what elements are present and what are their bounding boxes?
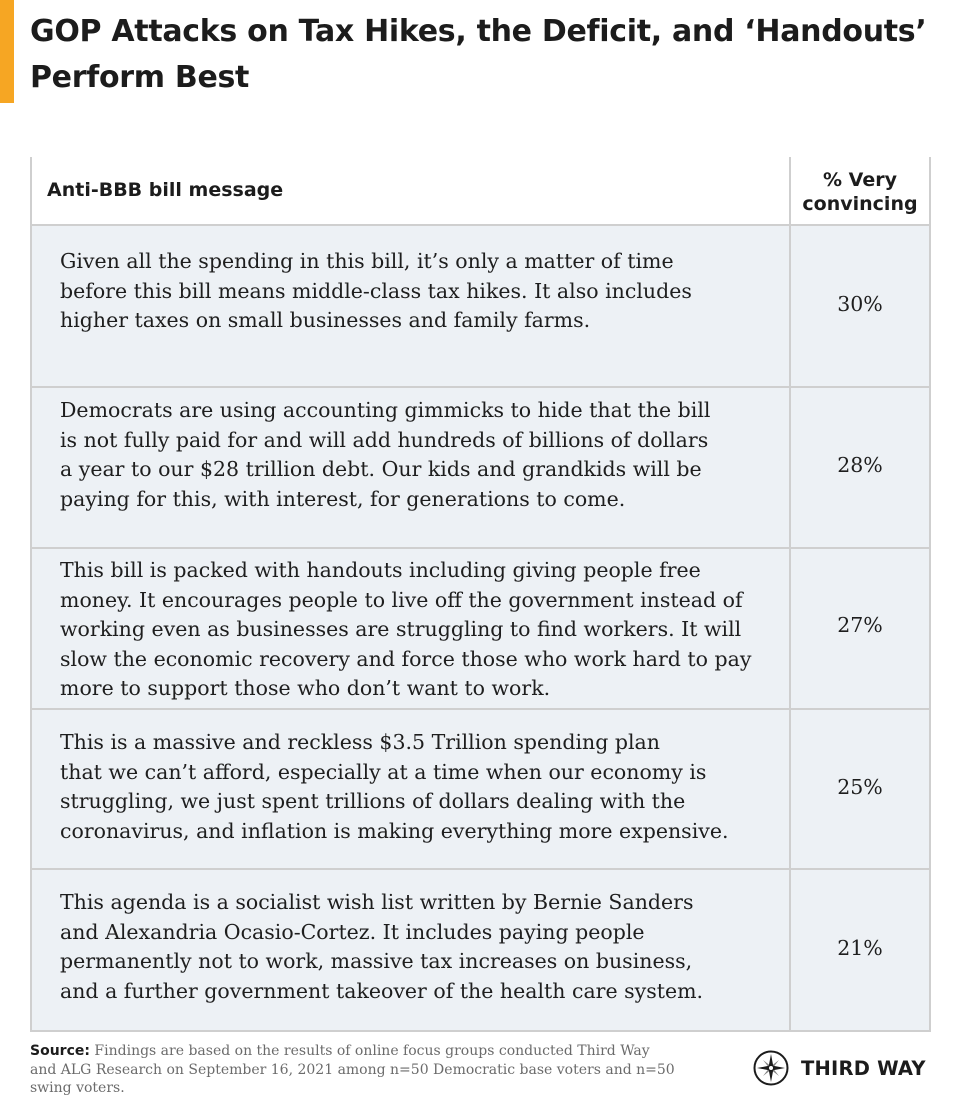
title-line-2: Perform Best <box>30 60 250 95</box>
logo-text: THIRD WAY <box>801 1056 926 1080</box>
messages-table <box>30 157 931 1032</box>
table-row <box>32 388 929 549</box>
title-line-1: GOP Attacks on Tax Hikes, the Deficit, and ‘Handouts’ <box>30 14 927 49</box>
row-percent: 21% <box>837 936 883 960</box>
header-percent: % Very convincing <box>802 169 918 215</box>
row-message: Democrats are using accounting gimmicks to hide that the bill is not fully paid for and will add hundreds of billions of dollars a year to our $28 trillion debt. Our kids and grandkids will be paying for this, with interest, for generations to come. <box>60 398 711 511</box>
table-row <box>32 710 929 870</box>
source-note: Source: Findings are based on the results of online focus groups conducted Third Way and ALG Research on September 16, 2021 among n=50 Democratic base voters and n=50 swing voters. <box>30 1043 675 1096</box>
table-row <box>32 549 929 710</box>
source-label: Source: <box>30 1043 90 1059</box>
accent-bar <box>0 0 14 103</box>
page-title <box>30 9 950 101</box>
compass-star-icon <box>753 1050 789 1086</box>
table-row <box>32 870 929 1030</box>
table-header <box>32 157 929 226</box>
row-percent: 28% <box>837 453 883 477</box>
row-percent: 27% <box>837 613 883 637</box>
third-way-logo <box>753 1050 926 1086</box>
row-message: This is a massive and reckless $3.5 Trillion spending plan that we can’t afford, especially at a time when our economy is struggling, we just spent trillions of dollars dealing with the coronavirus, and inflation is making everything more expensive. <box>60 730 729 843</box>
row-percent: 30% <box>837 292 883 316</box>
header-message: Anti-BBB bill message <box>47 179 284 201</box>
table-row <box>32 226 929 388</box>
row-message: This bill is packed with handouts including giving people free money. It encourages people to live off the government instead of working even as businesses are struggling to find workers. It will slow the economic recovery and force those who work hard to pay more to support those who don’t want to work. <box>60 558 752 700</box>
row-message: Given all the spending in this bill, it’s only a matter of time before this bill means middle-class tax hikes. It also includes higher taxes on small businesses and family farms. <box>60 249 692 332</box>
row-percent: 25% <box>837 775 883 799</box>
row-message: This agenda is a socialist wish list written by Bernie Sanders and Alexandria Ocasio-Cortez. It includes paying people permanently not to work, massive tax increases on business, and a further government takeover of the health care system. <box>60 890 704 1003</box>
column-divider <box>789 157 791 1030</box>
